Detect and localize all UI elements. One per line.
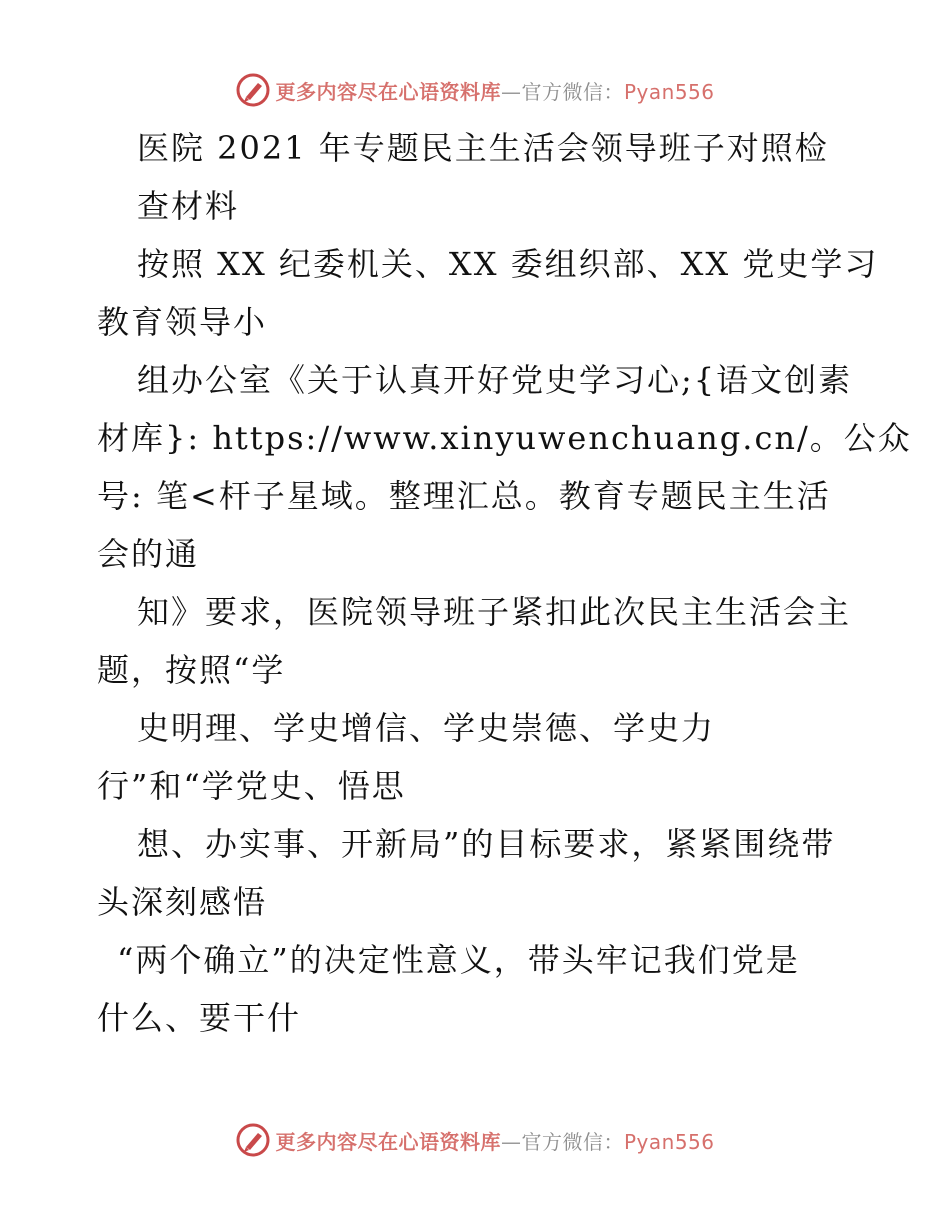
- paragraph-line: 行”和“学党史、悟思: [97, 767, 406, 805]
- document-title-line-2: 查材料: [137, 187, 240, 225]
- paragraph-line: 会的通: [97, 535, 200, 573]
- paragraph-line: 想、办实事、开新局”的目标要求，紧紧围绕带: [137, 825, 836, 863]
- pen-logo-icon: [235, 1122, 271, 1158]
- paragraph-line: 按照 XX 纪委机关、XX 委组织部、XX 党史学习: [137, 245, 879, 283]
- pen-logo-icon: [235, 72, 271, 108]
- paragraph-line: 什么、要干什: [97, 999, 302, 1037]
- banner-text: 更多内容尽在心语资料库—官方微信：Pyan556: [275, 79, 715, 104]
- header-watermark-banner: [0, 70, 950, 110]
- paragraph-line: “两个确立”的决定性意义，带头牢记我们党是: [117, 941, 800, 979]
- paragraph-line: 组办公室《关于认真开好党史学习心;{语文创素: [137, 361, 853, 399]
- paragraph-line: 号: 笔<杆子星域。整理汇总。教育专题民主生活: [97, 477, 831, 515]
- document-title-line-1: 医院 2021 年专题民主生活会领导班子对照检: [137, 129, 829, 167]
- paragraph-line: 题，按照“学: [97, 651, 286, 689]
- footer-watermark-banner: [0, 1120, 950, 1160]
- paragraph-line: 史明理、学史增信、学史崇德、学史力: [137, 709, 716, 747]
- paragraph-line: 教育领导小: [97, 303, 268, 341]
- banner-text: 更多内容尽在心语资料库—官方微信：Pyan556: [275, 1129, 715, 1154]
- paragraph-line: 知》要求，医院领导班子紧扣此次民主生活会主: [137, 593, 852, 631]
- paragraph-line: 头深刻感悟: [97, 883, 268, 921]
- paragraph-line: 材库}: https://www.xinyuwenchuang.cn/。公众: [97, 419, 912, 457]
